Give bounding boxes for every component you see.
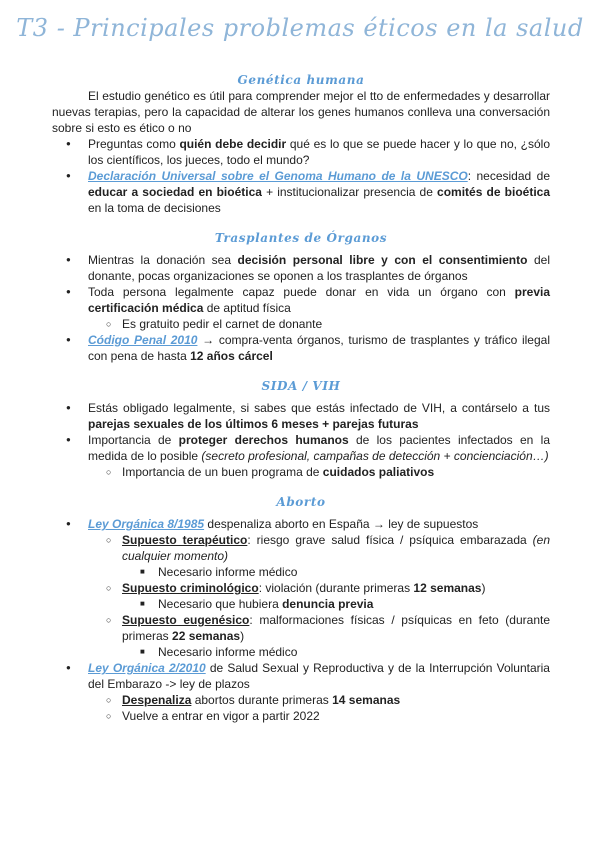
list-subitem: ○ Importancia de un buen programa de cuidados paliativos — [52, 464, 550, 480]
list-subsubitem: ■ Necesario informe médico — [52, 564, 550, 580]
list-item: ● Declaración Universal sobre el Genoma Humano de la UNESCO: necesidad de educar a sociedad en bioética + institucionalizar presencia de comités de bioética en la toma de decisiones — [52, 168, 550, 216]
list-genetica — [52, 136, 550, 216]
list-subitem: ○ Supuesto eugenésico: malformaciones físicas / psíquicas en feto (durante primeras 22 semanas) — [52, 612, 550, 644]
heading-aborto: Aborto — [276, 495, 326, 509]
list-sida — [52, 400, 550, 480]
list-subitem: ○ Supuesto terapéutico: riesgo grave salud física / psíquica embarazada (en cualquier momento) — [52, 532, 550, 564]
ley-2-2010-link[interactable]: Ley Orgánica 2/2010 — [88, 661, 206, 675]
list-trasplantes — [52, 252, 550, 364]
list-item: ● Ley Orgánica 8/1985 despenaliza aborto en España → ley de supuestos — [52, 516, 550, 532]
ley-8-1985-link[interactable]: Ley Orgánica 8/1985 — [88, 517, 205, 531]
codigo-penal-link[interactable]: Código Penal 2010 — [88, 333, 198, 347]
paragraph-intro: El estudio genético es útil para comprender mejor el tto de enfermedades y desarrollar nuevas terapias, pero la capacidad de alterar los genes humanos conlleva una conversación sobre si esto es ético o no — [52, 89, 550, 135]
list-item: ● Ley Orgánica 2/2010 de Salud Sexual y Reproductiva y de la Interrupción Voluntaria del Embarazo -> ley de plazos — [52, 660, 550, 692]
list-subsubitem: ■ Necesario informe médico — [52, 644, 550, 660]
list-subitem: ○ Es gratuito pedir el carnet de donante — [52, 316, 550, 332]
heading-sida: SIDA / VIH — [261, 379, 341, 393]
list-subitem: ○ Supuesto criminológico: violación (durante primeras 12 semanas) — [52, 580, 550, 596]
page-title: T3 - Principales problemas éticos en la salud — [16, 14, 584, 42]
list-aborto — [52, 516, 550, 724]
document-body — [52, 72, 550, 724]
heading-trasplantes: Trasplantes de Órganos — [214, 231, 388, 245]
list-item: ● Toda persona legalmente capaz puede donar en vida un órgano con previa certificación médica de aptitud física — [52, 284, 550, 316]
list-item: ● Preguntas como quién debe decidir qué es lo que se puede hacer y lo que no, ¿sólo los científicos, los jueces, todo el mundo? — [52, 136, 550, 168]
unesco-link[interactable]: Declaración Universal sobre el Genoma Humano de la UNESCO — [88, 169, 468, 183]
list-item: ● Importancia de proteger derechos humanos de los pacientes infectados en la medida de lo posible (secreto profesional, campañas de detección + concienciación…) — [52, 432, 550, 464]
list-subitem: ○ Despenaliza abortos durante primeras 14 semanas — [52, 692, 550, 708]
list-item: ● Código Penal 2010 → compra-venta órganos, turismo de trasplantes y tráfico ilegal con pena de hasta 12 años cárcel — [52, 332, 550, 364]
list-subitem: ○ Vuelve a entrar en vigor a partir 2022 — [52, 708, 550, 724]
list-item: ● Estás obligado legalmente, si sabes que estás infectado de VIH, a contárselo a tus parejas sexuales de los últimos 6 meses + parejas futuras — [52, 400, 550, 432]
list-item: ● Mientras la donación sea decisión personal libre y con el consentimiento del donante, pocas organizaciones se oponen a los trasplantes de órganos — [52, 252, 550, 284]
list-subsubitem: ■ Necesario que hubiera denuncia previa — [52, 596, 550, 612]
heading-genetica: Genética humana — [237, 73, 365, 87]
